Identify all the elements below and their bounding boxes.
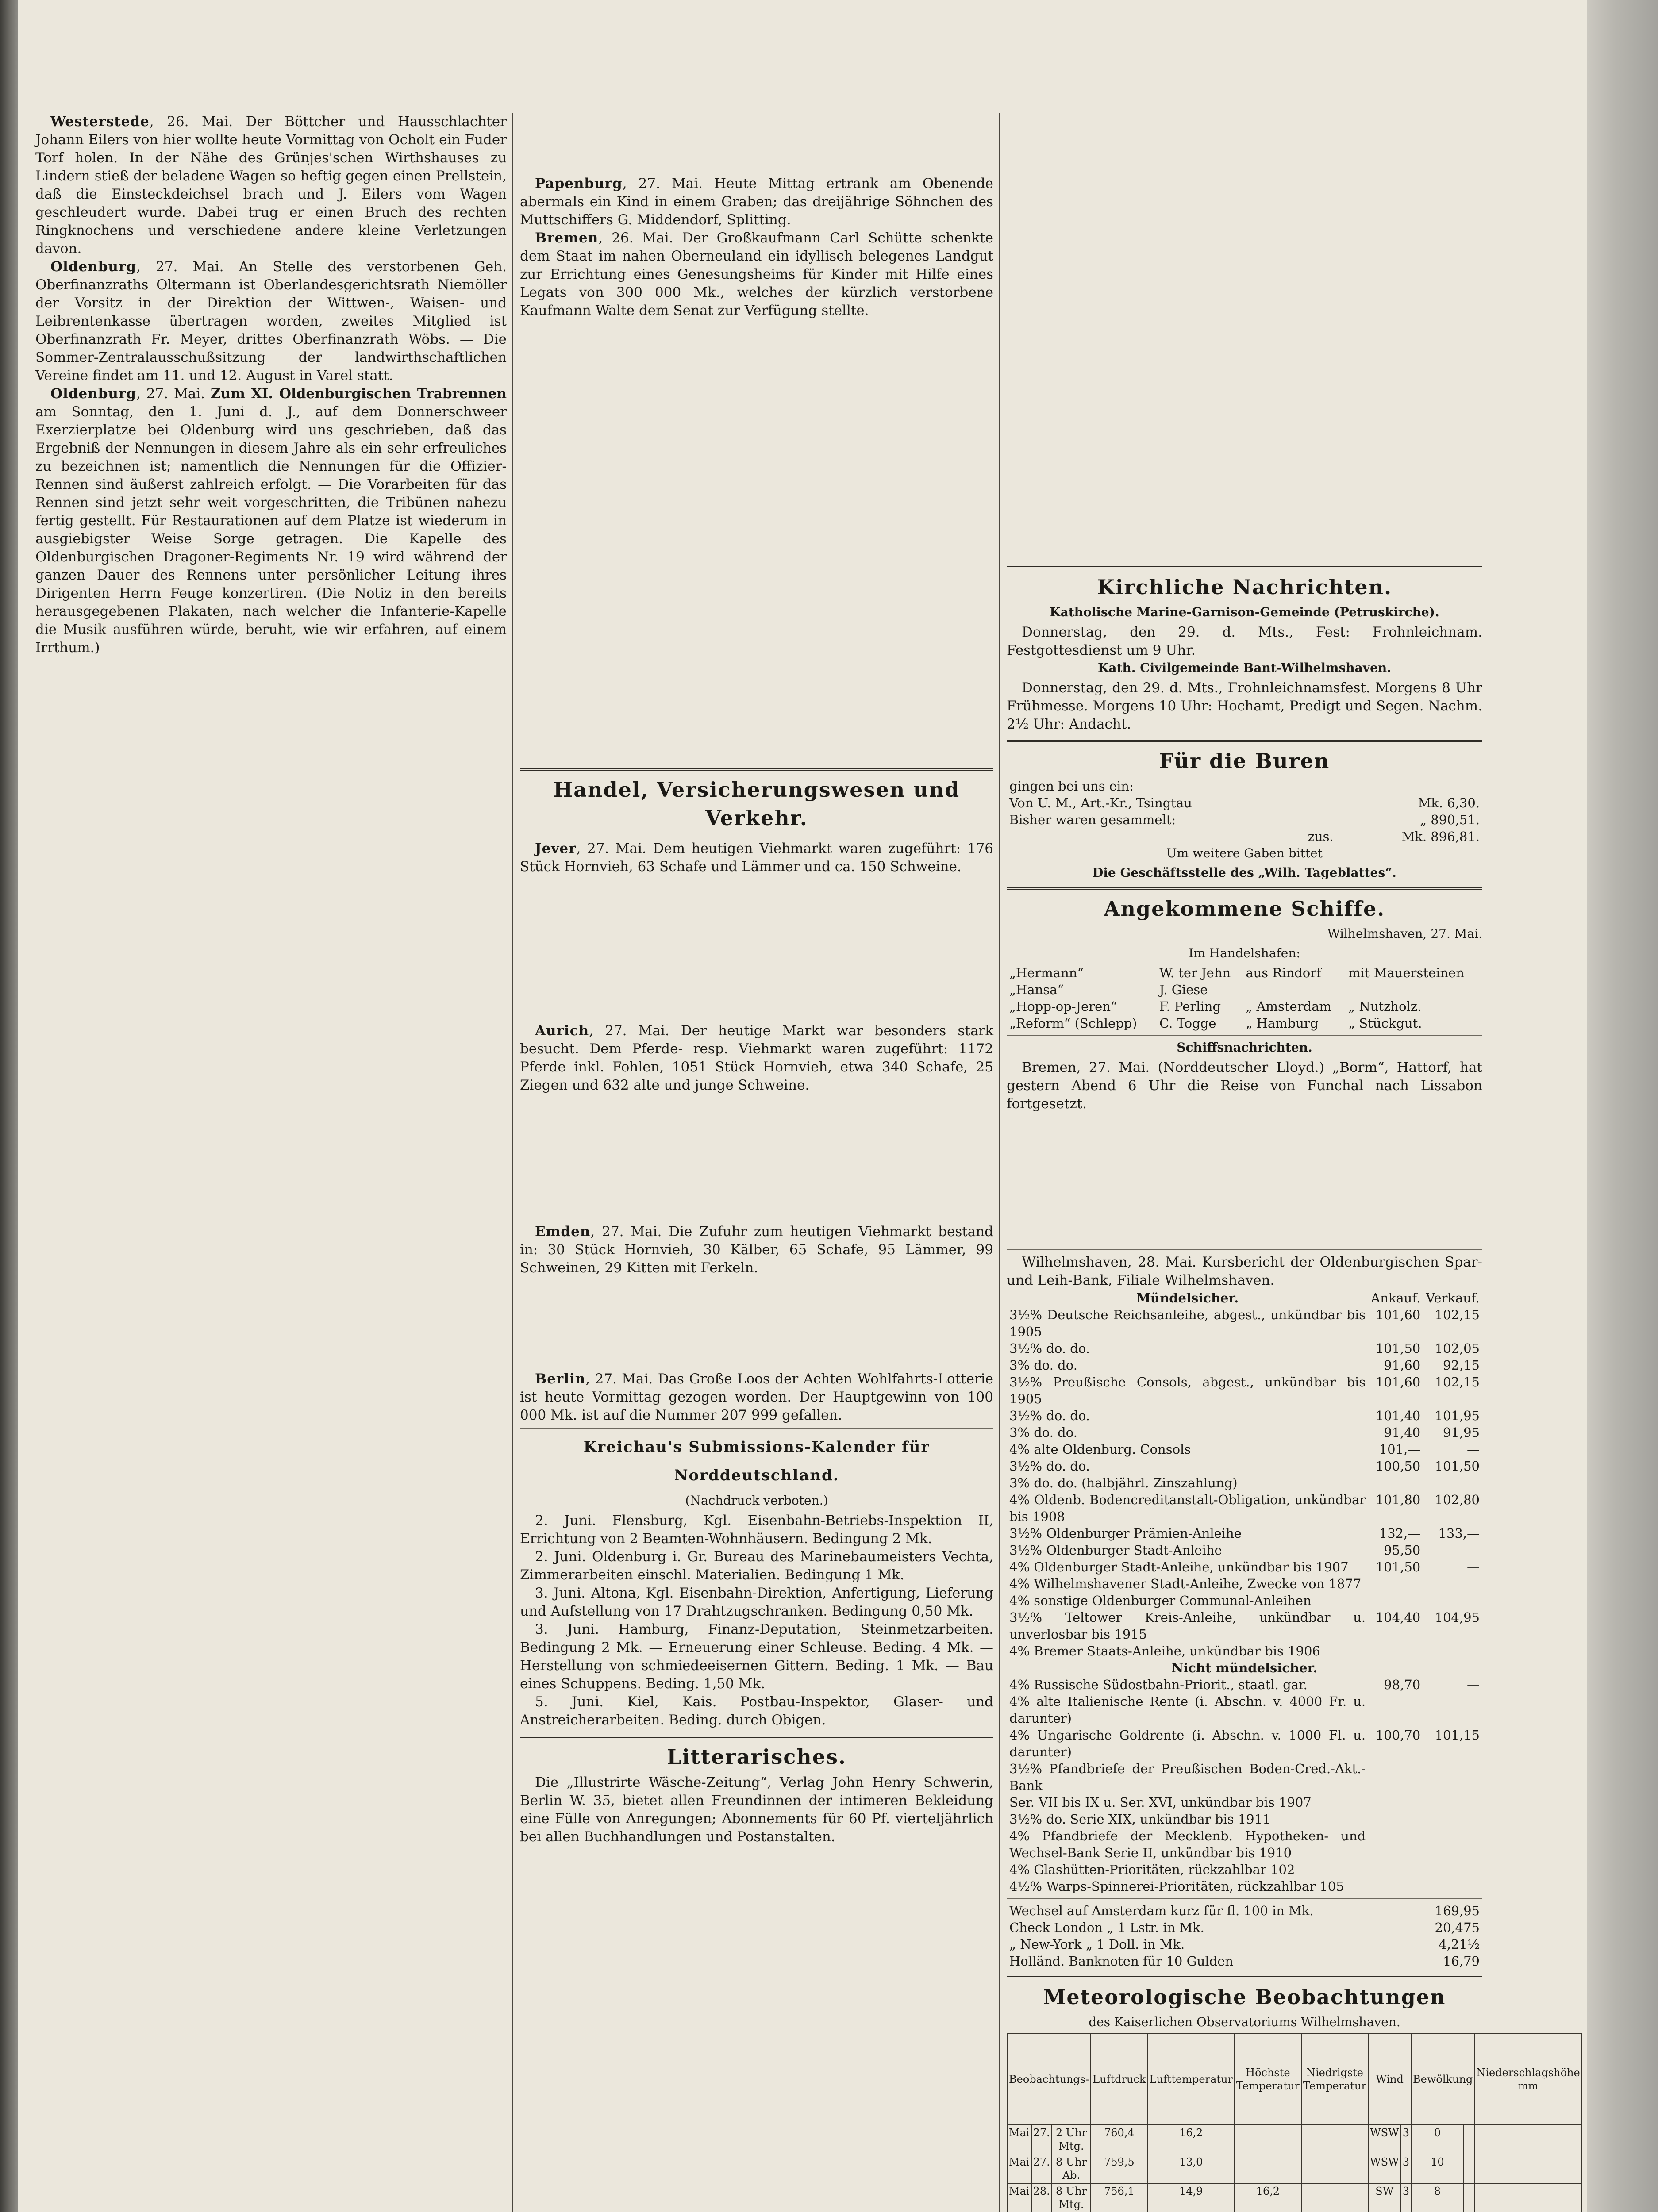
section-rule [520, 1736, 993, 1738]
section-rule [1007, 1035, 1482, 1036]
section-rule [1007, 1249, 1482, 1250]
kurs-row: 4% alte Oldenburg. Consols 101,— — [1009, 1442, 1480, 1457]
kurs-row: 3½% Oldenburger Prämien-Anleihe 132,— 133,— [1009, 1526, 1480, 1541]
kurs-row: 3½% Teltower Kreis-Anleihe, unkündbar u. unverlosbar bis 1915 104,40 104,95 [1009, 1610, 1480, 1642]
kursbericht-intro: Wilhelmshaven, 28. Mai. Kursbericht der Oldenburgischen Spar- und Leih-Bank, Filiale Wilhelmshaven. [1007, 1254, 1482, 1288]
wechsel-row: „ New-York „ 1 Doll. in Mk. 4,21½ [1009, 1937, 1480, 1952]
section-heading-handel: Handel, Versicherungswesen und Verkehr. [553, 778, 960, 830]
submission-item: 3. Juni. Altona, Kgl. Eisenbahn-Direktion, Anfertigung, Lieferung und Aufstellung von 17 Drahtzugschranken. Bedingung 0,50 Mk. [520, 1585, 993, 1619]
meteo-col-cloud: Bewölkung [1411, 2034, 1474, 2125]
kurs-table [1007, 1290, 1482, 1895]
donation-signature: Die Geschäftsstelle des „Wilh. Tageblattes“. [1093, 865, 1396, 880]
meteo-col-pressure: Luftdruck [1091, 2034, 1147, 2125]
ship-table [1007, 964, 1482, 1032]
meteo-col-time: Beobachtungs- [1007, 2034, 1091, 2125]
kurs-row: 4% Glashütten-Prioritäten, rückzahlbar 102 [1009, 1862, 1295, 1877]
kurs-row: 3½% do. do. 100,50 101,50 [1009, 1459, 1480, 1474]
section-rule [1007, 1976, 1482, 1978]
meteo-table [1007, 2033, 1582, 2212]
kurs-row: 4% sonstige Oldenburger Communal-Anleihen [1009, 1593, 1312, 1608]
section-rule [520, 1428, 993, 1429]
article-bremen-1: Bremen, 26. Mai. Der Großkaufmann Carl Schütte schenkte dem Staat im nahen Oberneuland ein idyllisch belegenes Landgut zur Errichtung eines Genesungsheims für Kinder mit Hilfe eines Legats von 300 000 Mk., welches der kürzlich verstorbene Kaufmann Walte dem Senat zur Verfügung stellte. [520, 230, 994, 319]
kurs-row: 3½% Oldenburger Stadt-Anleihe 95,50 — [1009, 1543, 1480, 1558]
meteo-row: Mai 27. 2 Uhr Mtg. 760,4 16,2 WSW 3 0 [1007, 2125, 1582, 2154]
wechsel-row: Check London „ 1 Lstr. in Mk. 20,475 [1009, 1920, 1480, 1935]
kurs-row: 4% Bremer Staats-Anleihe, unkündbar bis 1906 [1009, 1644, 1320, 1659]
meteo-row: Mai 27. 8 Uhr Ab. 759,5 13,0 WSW 3 10 [1007, 2154, 1582, 2183]
kurs-row: 3% do. do. (halbjährl. Zinszahlung) [1009, 1475, 1238, 1490]
ship-row: „Hansa“ J. Giese [1009, 982, 1208, 997]
schiffsnachrichten-heading: Schiffsnachrichten. [1177, 1040, 1312, 1055]
illegible-text-block [520, 1094, 993, 1223]
submission-item: 2. Juni. Flensburg, Kgl. Eisenbahn-Betriebs-Inspektion II, Errichtung von 2 Beamten-Wohnhäusern. Bedingung 2 Mk. [520, 1513, 993, 1547]
meteo-col-rain: Niederschlagshöhe mm [1474, 2034, 1581, 2125]
church-name: Katholische Marine-Garnison-Gemeinde (Petruskirche). [1050, 605, 1439, 619]
column-1 [35, 113, 507, 2212]
donation-footer: Um weitere Gaben bittet [1166, 846, 1323, 860]
illegible-text-block [520, 1277, 993, 1370]
column-2 [520, 113, 993, 2212]
church-name: Kath. Civilgemeinde Bant-Wilhelmshaven. [1097, 661, 1391, 675]
illegible-text-block [520, 876, 993, 1022]
kurs-row: 4½% Warps-Spinnerei-Prioritäten, rückzahlbar 105 [1009, 1879, 1344, 1894]
kurs-row: 4% Wilhelmshavener Stadt-Anleihe, Zwecke von 1877 [1009, 1576, 1362, 1591]
meteo-row: Mai 28. 8 Uhr Mtg. 756,1 14,9 16,2 SW 3 8 [1007, 2183, 1582, 2212]
submission-item: 5. Juni. Kiel, Kais. Postbau-Inspektor, Glaser- und Anstreicherarbeiten. Beding. durch Obigen. [520, 1694, 993, 1728]
kurs-heading: Nicht mündelsicher. [1171, 1660, 1318, 1675]
article-jever: Jever, 27. Mai. Dem heutigen Viehmarkt waren zugeführt: 176 Stück Hornvieh, 63 Schafe und Lämmer und ca. 150 Schweine. [520, 841, 993, 875]
illegible-text-block [520, 113, 993, 175]
ship-row: „Reform“ (Schlepp) C. Togge „ Hamburg „ Stückgut. [1009, 1016, 1422, 1031]
meteo-col-min: Niedrigste Temperatur [1301, 2034, 1368, 2125]
schiffsnachrichten-text: Bremen, 27. Mai. (Norddeutscher Lloyd.) „Borm“, Hattorf, hat gestern Abend 6 Uhr die Reise von Funchal nach Lissabon fortgesetzt. [1007, 1060, 1482, 1112]
section-heading-kirchliche: Kirchliche Nachrichten. [1096, 575, 1393, 599]
kurs-row: Ser. VII bis IX u. Ser. XVI, unkündbar bis 1907 [1009, 1795, 1312, 1810]
illegible-text-block [1007, 113, 1482, 560]
newspaper-page [18, 0, 1587, 2212]
kurs-row: 3½% do. do. 101,40 101,95 [1009, 1408, 1480, 1423]
kurs-row: 3½% Preußische Consols, abgest., unkündbar bis 1905 101,60 102,15 [1009, 1375, 1480, 1406]
wechsel-table [1007, 1902, 1482, 1970]
kurs-row: 4% alte Italienische Rente (i. Abschn. v. 4000 Fr. u. darunter) [1009, 1694, 1366, 1726]
book-spine [0, 0, 18, 2212]
article-literarisches: Die „Illustrirte Wäsche-Zeitung“, Verlag John Henry Schwerin, Berlin W. 35, bietet allen Freundinnen der intimeren Bekleidung eine Fülle von Anregungen; Abonnements für 60 Pf. vierteljährlich bei allen Buchhandlungen und Postanstalten. [520, 1774, 993, 1845]
kurs-row: 3½% do. do. 101,50 102,05 [1009, 1341, 1480, 1356]
article-papenburg: Papenburg, 27. Mai. Heute Mittag ertrank am Obenende abermals ein Kind in einem Graben; das dreijährige Söhnchen des Muttschiffers G. Middendorf, Splitting. [520, 176, 993, 228]
meteo-col-max: Höchste Temperatur [1235, 2034, 1301, 2125]
kurs-row: 3% do. do. 91,60 92,15 [1009, 1358, 1480, 1373]
article-aurich: Aurich, 27. Mai. Der heutige Markt war besonders stark besucht. Dem Pferde- resp. Viehmarkt waren zugeführt: 1172 Pferde inkl. Fohlen, 1051 Stück Hornvieh, etwa 340 Schafe, 25 Ziegen und 632 alte und junge Schweine. [520, 1023, 993, 1093]
kurs-row: 4% Oldenburger Stadt-Anleihe, unkündbar bis 1907 101,50 — [1009, 1559, 1480, 1575]
kurs-row: 3% do. do. 91,40 91,95 [1009, 1425, 1480, 1440]
wechsel-row: Wechsel auf Amsterdam kurz für fl. 100 in Mk. 169,95 [1009, 1903, 1480, 1918]
kurs-row: 3½% do. Serie XIX, unkündbar bis 1911 [1009, 1812, 1271, 1827]
meteo-col-temp: Lufttemperatur [1147, 2034, 1234, 2125]
kurs-row: 4% Oldenb. Bodencreditanstalt-Obligation, unkündbar bis 1908 101,80 102,80 [1009, 1492, 1480, 1524]
article-oldenburg-1: Oldenburg, 27. Mai. An Stelle des verstorbenen Geh. Oberfinanzraths Oltermann ist Oberlandesgerichtsrath Niemöller der Vorsitz in der Direktion der Wittwen-, Waisen- und Leibrentenkasse übertragen worden, zweites Mitglied ist Oberfinanzrath Fr. Meyer, drittes Oberfinanzrath Wöbs. — Die Sommer-Zentralausschußsitzung der landwirthschaftlichen Vereine findet am 11. und 12. August in Varel statt. [35, 259, 507, 384]
ship-row: „Hermann“ W. ter Jehn aus Rindorf mit Mauersteinen [1009, 965, 1464, 980]
article-oldenburg-2: Oldenburg, 27. Mai. Zum XI. Oldenburgischen Trabrennen am Sonntag, den 1. Juni d. J., auf dem Donnerschweer Exerzierplatze bei Oldenburg wird uns geschrieben, daß das Ergebniß der Nennungen in diesem Jahre als ein sehr erfreuliches zu bezeichnen ist; namentlich die Nennungen für die Offizier-Rennen sind äußerst zahlreich erfolgt. — Die Vorarbeiten für das Rennen sind jetzt sehr weit vorgeschritten, die Tribünen nahezu fertig gestellt. Für Restaurationen auf dem Platze ist wiederum in ausgiebigster Weise Sorge getragen. Die Kapelle des Oldenburgischen Dragoner-Regiments Nr. 19 wird während der ganzen Dauer des Rennens unter persönlicher Leitung ihres Dirigenten Herrn Feuge konzertiren. (Die Notiz in den bereits herausgegebenen Plakaten, nach welcher die Infanterie-Kapelle die Musik ausführen würde, beruht, wie wir erfahren, auf einem Irrthum.) [35, 386, 507, 656]
kurs-heading: Mündelsicher. [1136, 1290, 1239, 1306]
church-service: Donnerstag, den 29. d. Mts., Frohnleichnamsfest. Morgens 8 Uhr Frühmesse. Morgens 10 Uhr: Hochamt, Predigt und Segen. Nachm. 2½ Uhr: Andacht. [1007, 680, 1482, 732]
section-rule [1007, 1898, 1482, 1899]
article-emden: Emden, 27. Mai. Die Zufuhr zum heutigen Viehmarkt bestand in: 30 Stück Hornvieh, 30 Kälber, 65 Schafe, 95 Lämmer, 99 Schweinen, 29 Kitten mit Ferkeln. [520, 1224, 993, 1276]
kurs-row: 4% Pfandbriefe der Mecklenb. Hypotheken- und Wechsel-Bank Serie II, unkündbar bis 1910 [1009, 1828, 1366, 1860]
donation-row: Bisher waren gesammelt: „ 890,51. [1009, 812, 1480, 827]
article-berlin: Berlin, 27. Mai. Das Große Loos der Achten Wohlfahrts-Lotterie ist heute Vormittag gezogen worden. Der Hauptgewinn von 100 000 Mk. ist auf die Nummer 207 999 gefallen. [520, 1371, 993, 1423]
section-rule [1007, 887, 1482, 890]
article-westerstede: Westerstede, 26. Mai. Der Böttcher und Hausschlachter Johann Eilers von hier wollte heute Vormittag von Ocholt ein Fuder Torf holen. In der Nähe des Grünjes'schen Wirthshauses zu Lindern stieß der beladene Wagen so heftig gegen einen Prellstein, daß die Einsteckdeichsel brach und J. Eilers vom Wagen geschleudert wurde. Dabei trug er einen Bruch des rechten Ringknochens und verschiedene andere kleine Verletzungen davon. [35, 114, 507, 257]
submission-item: 3. Juni. Hamburg, Finanz-Deputation, Steinmetzarbeiten. Bedingung 2 Mk. — Erneuerung einer Schleuse. Beding. 4 Mk. — Herstellung von schmiedeeisernen Gittern. Beding. 1 Mk. — Bau eines Schuppens. Beding. 1,50 Mk. [520, 1621, 993, 1692]
donation-row: Von U. M., Art.-Kr., Tsingtau Mk. 6,30. [1009, 795, 1480, 810]
section-heading-literarisches: Litterarisches. [667, 1745, 846, 1769]
ship-row: „Hopp-op-Jeren“ F. Perling „ Amsterdam „ Nutzholz. [1009, 999, 1422, 1014]
church-service: Donnerstag, den 29. d. Mts., Fest: Frohnleichnam. Festgottesdienst um 9 Uhr. [1007, 624, 1482, 658]
section-heading-buren: Für die Buren [1159, 749, 1330, 773]
section-heading-submissions: Kreichau's Submissions-Kalender für Norddeutschland. [583, 1438, 930, 1484]
column-3 [1007, 113, 1580, 2212]
column-divider [512, 113, 513, 2212]
kurs-row: 3½% Pfandbriefe der Preußischen Boden-Cred.-Akt.-Bank [1009, 1761, 1366, 1793]
kurs-row: 4% Ungarische Goldrente (i. Abschn. v. 1000 Fl. u. darunter) 100,70 101,15 [1009, 1728, 1480, 1759]
donation-row: zus. Mk. 896,81. [1308, 829, 1480, 844]
illegible-text-block [1007, 1113, 1482, 1246]
kurs-row: 3½% Deutsche Reichsanleihe, abgest., unkündbar bis 1905 101,60 102,15 [1009, 1307, 1480, 1339]
meteo-col-wind: Wind [1368, 2034, 1411, 2125]
section-rule [1007, 740, 1482, 742]
column-divider [999, 113, 1000, 2212]
kurs-row: 4% Russische Südostbahn-Priorit., staatl. gar. 98,70 — [1009, 1677, 1480, 1692]
illegible-text-block [520, 320, 993, 762]
submission-item: 2. Juni. Oldenburg i. Gr. Bureau des Marinebaumeisters Vechta, Zimmerarbeiten einschl. Materialien. Bedingung 1 Mk. [520, 1549, 993, 1583]
schiffe-place: Wilhelmshaven, 27. Mai. [1327, 926, 1482, 941]
kurs-col-verkauf: Verkauf. [1426, 1290, 1480, 1306]
meteo-subheading: des Kaiserlichen Observatoriums Wilhelmshaven. [1089, 2015, 1400, 2029]
schiffe-subheading: Im Handelshafen: [1189, 946, 1300, 960]
section-rule [1007, 566, 1482, 568]
donation-row: gingen bei uns ein: [1009, 779, 1134, 794]
section-heading-meteo: Meteorologische Beobachtungen [1043, 1985, 1446, 2009]
page-edge [1587, 0, 1658, 2212]
donation-table [1007, 778, 1482, 845]
submission-note: (Nachdruck verboten.) [685, 1493, 828, 1508]
section-rule [520, 768, 993, 771]
section-heading-schiffe: Angekommene Schiffe. [1104, 897, 1385, 921]
kurs-col-ankauf: Ankauf. [1371, 1290, 1421, 1306]
wechsel-row: Holländ. Banknoten für 10 Gulden 16,79 [1009, 1954, 1480, 1969]
submission-list [520, 1512, 993, 1729]
